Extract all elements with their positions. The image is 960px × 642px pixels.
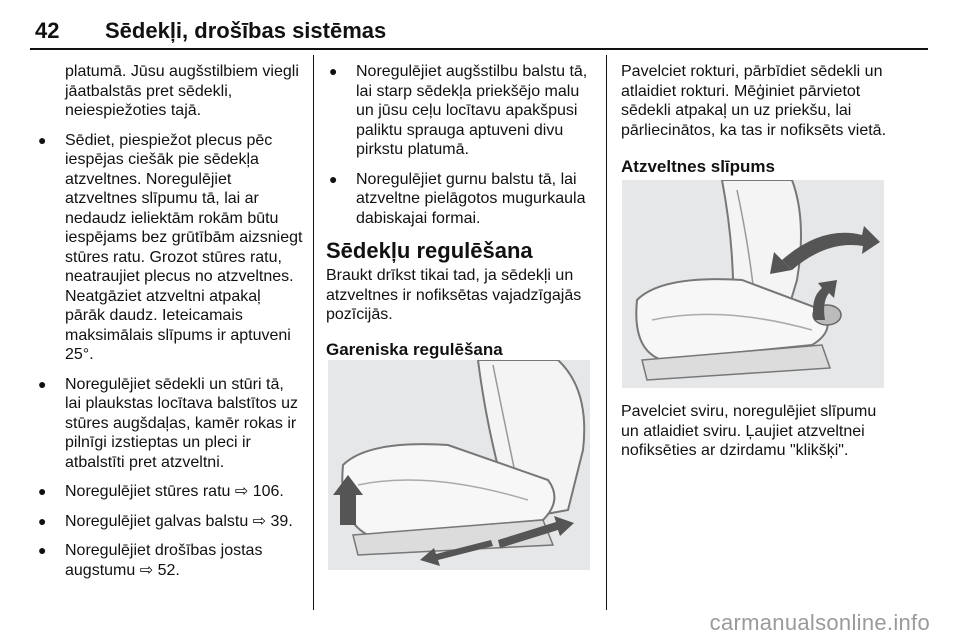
paragraph: Pavelciet rokturi, pārbīdiet sēdekli un atlaidiet rokturi. Mēģiniet pārvietot sēdekli atpakaļ un uz priekšu, lai pārliecinātos, ka tas ir nofiksēts vietā. — [621, 63, 887, 139]
column-1 — [35, 62, 303, 590]
paragraph: Pavelciet sviru, noregulējiet slīpumu un atlaidiet sviru. Ļaujiet atzveltnei nofiksēties ar dzirdamu "klikšķi". — [621, 403, 877, 459]
list-item: ● Noregulējiet sēdekli un stūri tā, lai plaukstas locītava balstītos uz stūres augšdaļas, kamēr rokas ir pilnīgi izstieptas un pleci ir atbalstīti pret atzveltni. — [38, 375, 299, 471]
paragraph: platumā. Jūsu augšstilbiem viegli jāatbalstās pret sēdekli, neiespiežoties tajā. — [65, 63, 299, 119]
section-heading: Sēdekļu regulēšana — [326, 238, 533, 263]
column-divider — [606, 55, 607, 610]
list-item: ● Noregulējiet gurnu balstu tā, lai atzveltne pielāgotos mugurkaula dabiskajai formai. — [329, 170, 586, 227]
page-header — [0, 0, 960, 48]
page-number: 42 — [35, 18, 60, 43]
page-title: Sēdekļi, drošības sistēmas — [105, 18, 387, 43]
list-item: ● Noregulējiet drošības jostas augstumu ⇨ 52. — [38, 542, 263, 579]
paragraph: Braukt drīkst tikai tad, ja sēdekļi un atzveltnes ir nofiksētas vajadzīgajās pozīcijās. — [326, 267, 582, 323]
seat-longitudinal-adjustment-figure — [328, 360, 590, 570]
list-item: ● Noregulējiet stūres ratu ⇨ 106. — [38, 483, 284, 500]
column-divider — [313, 55, 314, 610]
list-item: ● Noregulējiet augšstilbu balstu tā, lai starp sēdekļa priekšējo malu un jūsu ceļu locītavu apakšpusi paliktu sprauga aptuveni divu pirkstu platumā. — [329, 63, 588, 158]
column-3-lower — [621, 402, 891, 471]
header-rule — [30, 48, 928, 50]
seat-backrest-recline-figure — [622, 180, 884, 388]
column-3 — [621, 62, 891, 190]
column-2 — [326, 62, 594, 373]
watermark: carmanualsonline.info — [709, 610, 930, 635]
list-item: ● Noregulējiet galvas balstu ⇨ 39. — [38, 512, 293, 530]
list-item: ● Sēdiet, piespiežot plecus pēc iespējas ciešāk pie sēdekļa atzveltnes. Noregulējiet atzveltnes slīpumu tā, lai ar nedaudz ieliektām rokām būtu iespējams bez grūtībām aizsniegt stūres ratu. Grozot stūres ratu, neatraujiet plecus no atzveltnes. Neatgāziet atzveltni atpakaļ pārāk daudz. Ieteicamais maksimālais slīpums ir aptuveni 25°. — [38, 131, 303, 363]
subsection-heading: Atzveltnes slīpums — [621, 157, 775, 176]
subsection-heading: Gareniska regulēšana — [326, 339, 503, 359]
